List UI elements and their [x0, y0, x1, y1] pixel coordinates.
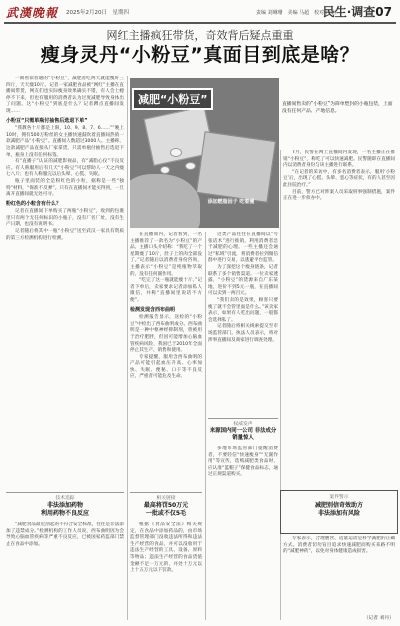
paragraph: “吃完了这一瓶就能瘦十斤。”记者下单后，卖家要求记者添加私人微信，并称“直播间里说话不方便”。: [130, 278, 202, 303]
column-divider: [280, 150, 281, 620]
paragraph: 在直播间内，记者看到，一名主播推荐了一款名为“小粉豆”的产品。主播口头介绍称：“我吃了一个星期瘦了10斤，肚子上的肉全部没了。”记者随后以消费者身份咨询，主播表示“小粉豆”是纯植物萃取的，没有任何副作用。: [130, 232, 202, 277]
paragraph: 多地市场监管部门提醒消费者，不要轻信“快速瘦身”“无副作用”等宣传，选购减肥类食品时，应认准“蓝帽子”保健食品标志，通过正规渠道购买。: [208, 446, 278, 478]
subheading: 检测发现含西布曲明: [130, 306, 176, 313]
paragraph: 专家表示，合理膳食、适量运动是科学减肥的正确方式。消费者切勿盲目追求快速减肥而购买来路不明的“减肥神药”，以免对身体健康造成损害。: [283, 536, 395, 555]
box-body: [130, 522, 202, 620]
box-label: 案件警示: [329, 495, 349, 500]
section-rule: [6, 492, 124, 493]
box-label: 权威发声: [233, 422, 253, 427]
byline-signoff: （记者 刘丹）: [363, 616, 394, 621]
photo-caption: 直播间售卖的“小粉豆”为简单塑封的小瓶包装，上面没有任何产品、产地信息。: [282, 102, 393, 114]
package-shape: [196, 131, 276, 202]
article-column-1: [6, 76, 124, 390]
box-title: [6, 502, 124, 518]
pill-shape: [185, 162, 196, 170]
article-column-4: [283, 150, 395, 484]
paragraph: 为了深挖这个瘦身链条，记者联系了多个销售渠道。一位卖家透露，“小粉豆”的货源来自广东某地，进价不到5元一瓶，在直播间可以卖到一两百元。: [208, 264, 278, 297]
editor-credits: 责编 刘琳珊 美编 马超 校对 江娴: [256, 10, 336, 16]
paragraph: “减肥食品最近刮起的不符合安全标准，往往是非法添加了违禁成分。”检测机构的工作人员说，西布曲明因为会导致心脑血管疾病等严重不良反应，已被国家药监部门禁止在食品中添加。: [6, 522, 124, 547]
box-title: [281, 502, 397, 518]
paragraph: 目前，警方已对涉案人员采取刑事强制措施，案件正在进一步侦办中。: [283, 189, 395, 202]
box-label: 相关链接: [156, 496, 176, 501]
article-headline: 瘦身灵丹“小粉豆”真面目到底是啥？: [40, 44, 360, 66]
package-label: 添加燃脂因子 吃着瘦: [207, 199, 255, 205]
paragraph: “在记者的采访中，有多名消费者表示，服用‘小粉豆’后，出现了心慌、头晕、恶心等症状，有的人甚至因此住院治疗。”: [283, 169, 395, 188]
warning-box: [280, 490, 398, 534]
paragraph: 有“直播子”认证的减肥影视品，有“减脂心仪”不良反应。有人称服用后有几天“小粉豆”可以帮助人一天之内瘦七八斤；也有人称服完以后头晕、心慌、失眠。: [6, 159, 124, 178]
product-photo: [130, 78, 279, 228]
paragraph: 检测报告显示，送检的“小粉豆”中检出了西布曲明成分。西布曲明是一种中枢神经抑制剂，曾被用于治疗肥胖，但因可能增加心脑血管疾病风险，我国已于2010年全面停止其生产、销售和使用。: [130, 315, 202, 354]
column-divider: [205, 232, 206, 620]
box-title-line: 非法添加有风险: [317, 510, 360, 517]
pill-shape: [160, 166, 170, 174]
article-column-3: [208, 232, 278, 414]
paragraph: 记者随后将相关线索提交至市场监管部门。执法人员表示，将对涉事直播间及商家进行调查处理。: [208, 324, 278, 343]
paragraph: 这类产品往往在直播间以“夸张话术”进行推销，利用消费者急于减肥的心理。一些主播还会通过“私域”引流，将消费者拉到微信群中进行交易，以逃避平台监管。: [208, 232, 278, 264]
newspaper-logo: 武漢晚報: [6, 6, 59, 20]
photo-banner: 减肥“小粉豆”: [132, 88, 213, 110]
box-title: [130, 502, 202, 518]
section-rule: [208, 418, 278, 419]
box-title-line: 一批或不仅5毛: [145, 510, 187, 517]
paragraph: 瓶子里面装的全是粉红色的小粒，据称是一些“独特”材料，“保准不反弹”。只有在直播间才能买得到，一旦离开直播间就无处可寻。: [6, 178, 124, 198]
page-number: 07: [375, 5, 392, 19]
paragraph: 专家提醒，服用含西布曲明的产品可能引起血压升高、心率加快、失眠、便秘、口干等不良反应，严重者可能危及生命。: [130, 354, 202, 380]
subheading: 小粉豆“只需单瓶付抽售后选退下单”: [6, 117, 88, 124]
paragraph: “我们卖的是效果，顾客只要瘦了就不会管里面是什么。”该卖家表示，如果有人吃出问题，一般都会选择私了。: [208, 297, 278, 323]
column-divider: [127, 76, 128, 620]
box-title-line: 利用药物不良反应: [40, 510, 89, 517]
paragraph: 根据《食品安全法》相关规定，在食品中添加药品的，由市场监督管理部门没收违法所得和违法生产经营的食品，并可以没收用于违法生产经营的工具、设备、原料等物品；违法生产经营的食品货值金额不足一万元的，并处十万元以上十五万元以下罚款。: [130, 522, 202, 574]
box-title-line: 减肥别信奇效助方: [314, 502, 363, 509]
paragraph: 记者随后将其中一瓶“小粉豆”送至武汉一家具有资质的第三方检测机构进行检测。: [6, 229, 124, 241]
article-column-3-lower: [208, 446, 278, 620]
section-header: [323, 3, 392, 20]
masthead: [4, 2, 396, 24]
box-body: [6, 522, 124, 620]
article-kicker: 网红主播疯狂带货，奇效背后疑点重重: [106, 29, 294, 42]
article-column-4-lower: [283, 536, 395, 612]
subheading: 粉红色的小粒含有什么？: [6, 200, 62, 207]
box-label: 技术追踪: [55, 496, 75, 501]
paragraph: 7月，民警在网上直播间内发现，一名主播正在推销“小粉豆”，称吃了可以快速减肥。民警随即在直播间内以消费者身份与该主播进行联系。: [283, 150, 395, 169]
section-name: 民生·调查: [322, 5, 376, 19]
paragraph: 记者在直播间下单购买了两瓶“小粉豆”，收到的包裹里只有两个无任何标识的小瓶子，没有厂名厂址，没有生产日期，也没有说明书。: [6, 209, 124, 228]
box-title-line: 非法添加药物: [46, 502, 83, 509]
intro-paragraph: 一期看似普通的“小粉豆”，减肥者吃两天就能瘦好三四斤，天天瘦10斤。记者一家减肥食品被“网红”主播在直播间带货，网友们也实际瘦身效果确实不错，有人会上瘾停不下来，但也有服用的消费者认为过度减肥导致身体出了问题。这“小粉豆”到底是什么？记者蹲点直播间发现……: [6, 76, 124, 114]
pill-shape: [170, 148, 182, 157]
paragraph: “我教各十斤都是上限，10、9、8、7、6……””晚上10时，拥有500万粉丝的女主播快速鼓吹着直播间热销一款减肥产品“小粉豆”。直播间人数超过3000人。主播称，这款减肥产品直接从厂家拿货，只需单瓶付抽售后选退下单，瓶身上没有任何标签。: [6, 126, 124, 158]
box-title: 来源国内同一公司 非法成分销量惊人: [209, 428, 277, 441]
box-title-line: 最高将罚50万元: [143, 502, 189, 509]
article-column-2: [130, 232, 202, 484]
issue-date: 2025年2月20日 星期四: [66, 10, 129, 16]
section-rule: [130, 492, 202, 493]
